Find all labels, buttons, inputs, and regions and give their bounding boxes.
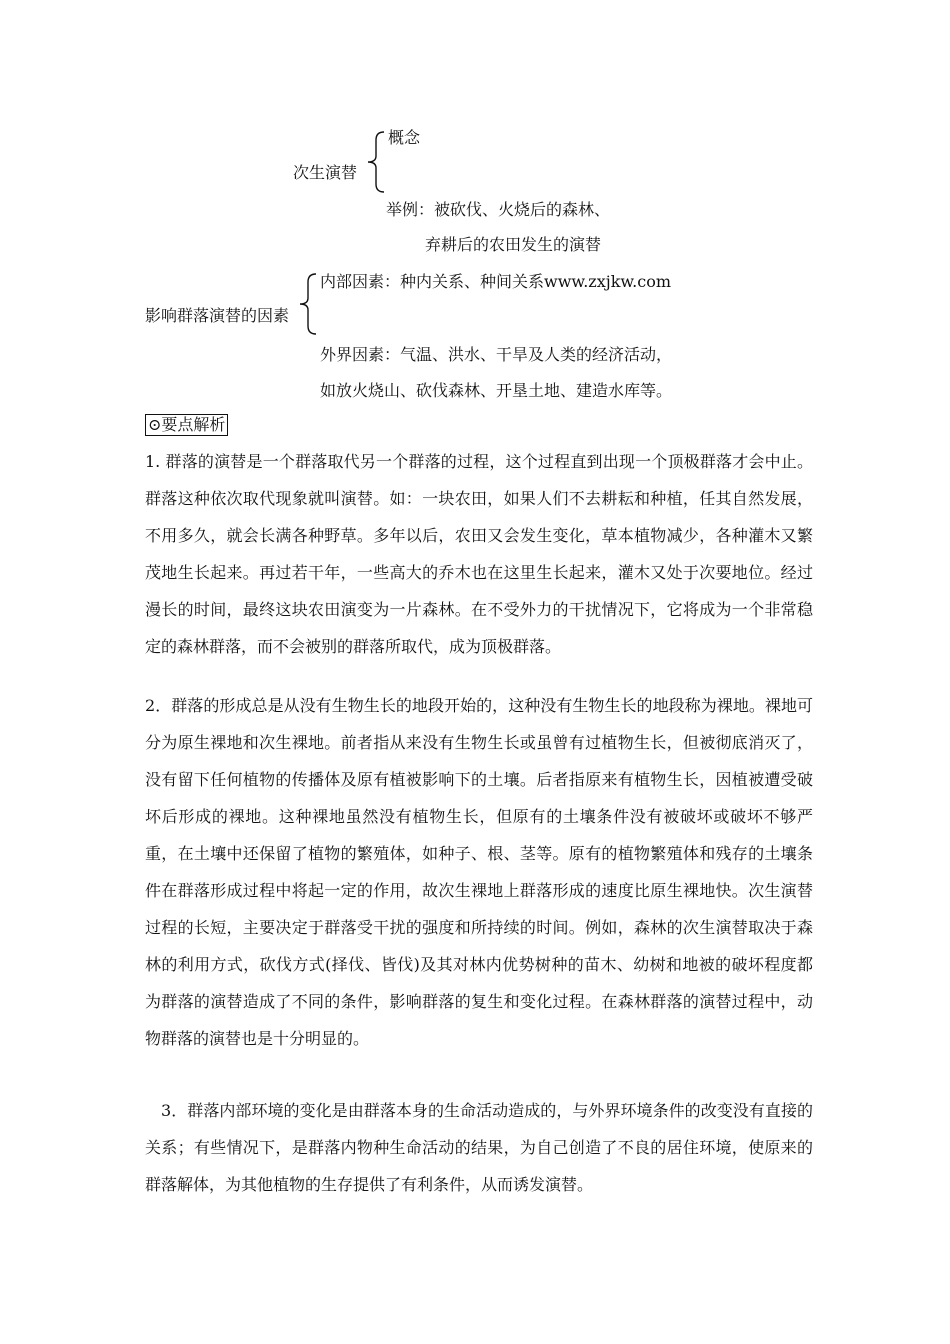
internal-factors: 内部因素：种内关系、种间关系www.zxjkw.com — [320, 272, 672, 291]
secondary-succession-label: 次生演替 — [293, 163, 358, 182]
example-line-1: 举例：被砍伐、火烧后的森林、 — [386, 200, 611, 219]
paragraph-3: 3．群落内部环境的变化是由群落本身的生命活动造成的，与外界环境条件的改变没有直接的关系；有些情况下，是群落内物种生命活动的结果，为自己创造了不良的居住环境，使原来的群落解体，为其他植物的生存提供了有利条件，从而诱发演替。 — [145, 1101, 813, 1194]
key-points-heading: ⊙要点解析 — [145, 414, 228, 436]
paragraph-1: 1. 群落的演替是一个群落取代另一个群落的过程，这个过程直到出现一个顶极群落才会中止。群落这种依次取代现象就叫演替。如：一块农田，如果人们不去耕耘和种植，任其自然发展，不用多久，就会长满各种野草。多年以后，农田又会发生变化，草本植物减少，各种灌木又繁茂地生长起来。再过若干年，一些高大的乔木也在这里生长起来，灌木又处于次要地位。经过漫长的时间，最终这块农田演变为一片森林。在不受外力的干扰情况下，它将成为一个非常稳定的森林群落，而不会被别的群落所取代，成为顶极群落。 — [145, 452, 813, 656]
example-line-2: 弃耕后的农田发生的演替 — [425, 235, 602, 254]
concept-item: 概念 — [388, 128, 421, 147]
external-factors-line-1: 外界因素：气温、洪水、干旱及人类的经济活动， — [320, 345, 673, 364]
curly-brace-icon — [364, 130, 386, 194]
curly-brace-icon — [296, 272, 318, 336]
external-factors-line-2: 如放火烧山、砍伐森林、开垦土地、建造水库等。 — [320, 381, 673, 400]
paragraph-2: 2．群落的形成总是从没有生物生长的地段开始的，这种没有生物生长的地段称为裸地。裸地可分为原生裸地和次生裸地。前者指从来没有生物生长或虽曾有过植物生长，但被彻底消灭了，没有留下任何植物的传播体及原有植被影响下的土壤。后者指原来有植物生长，因植被遭受破坏后形成的裸地。这种裸地虽然没有植物生长，但原有的土壤条件没有被破坏或破坏不够严重，在土壤中还保留了植物的繁殖体，如种子、根、茎等。原有的植物繁殖体和残存的土壤条件在群落形成过程中将起一定的作用，故次生裸地上群落形成的速度比原生裸地快。次生演替过程的长短，主要决定于群落受干扰的强度和所持续的时间。例如，森林的次生演替取决于森林的利用方式，砍伐方式(择伐、皆伐)及其对林内优势树种的苗木、幼树和地被的破坏程度都为群落的演替造成了不同的条件，影响群落的复生和变化过程。在森林群落的演替过程中，动物群落的演替也是十分明显的。 — [145, 696, 813, 1048]
factors-label: 影响群落演替的因素 — [145, 306, 290, 325]
